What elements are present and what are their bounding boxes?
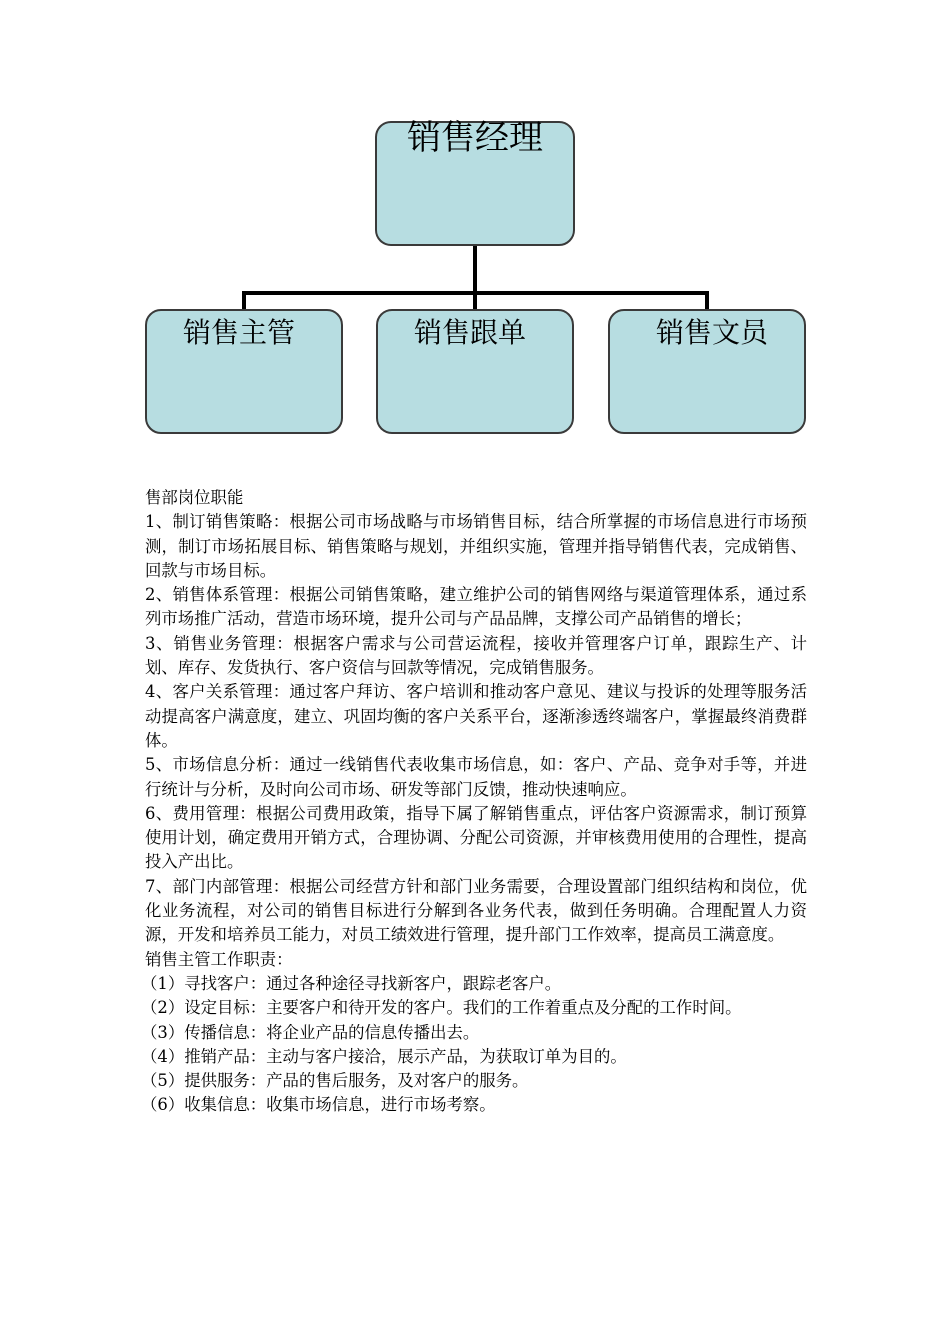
section-title: 售部岗位职能 (145, 488, 244, 507)
org-node-sales-follow-up (376, 309, 574, 434)
duty-paragraph: 2、销售体系管理：根据公司销售策略，建立维护公司的销售网络与渠道管理体系，通过系列市场推广活动，营造市场环境，提升公司与产品品牌，支撑公司产品销售的增长； (145, 585, 807, 629)
org-node-label: 销售文员 (655, 316, 768, 349)
duty-paragraph: 7、部门内部管理：根据公司经营方针和部门业务需要，合理设置部门组织结构和岗位，优化业务流程，对公司的销售目标进行分解到各业务代表，做到任务明确。合理配置人力资源，开发和培养员工能力，对员工绩效进行管理，提升部门工作效率，提高员工满意度。 (145, 876, 807, 945)
org-node-label: 销售跟单 (413, 316, 526, 349)
supervisor-duty-item: （4）推销产品：主动与客户接洽，展示产品，为获取订单为目的。 (141, 1046, 627, 1066)
supervisor-duty-item: （1）寻找客户：通过各种途径寻找新客户，跟踪老客户。 (141, 973, 562, 993)
org-chart (0, 0, 950, 450)
connector-main-vertical (473, 246, 477, 294)
document-body (141, 486, 807, 1118)
connector-left-drop (242, 291, 246, 309)
duty-paragraph: 6、费用管理：根据公司费用政策，指导下属了解销售重点，评估客户资源需求，制订预算使用计划，确定费用开销方式，合理协调、分配公司资源，并审核费用使用的合理性，提高投入产出比。 (145, 803, 807, 872)
supervisor-duty-item: （5）提供服务：产品的售后服务，及对客户的服务。 (141, 1071, 529, 1091)
duty-paragraph: 1、制订销售策略：根据公司市场战略与市场销售目标，结合所掌握的市场信息进行市场预测，制订市场拓展目标、销售策略与规划，并组织实施，管理并指导销售代表，完成销售、回款与市场目标。 (145, 512, 807, 580)
org-node-label: 销售经理 (407, 118, 543, 158)
supervisor-duty-item: （6）收集信息：收集市场信息，进行市场考察。 (141, 1095, 496, 1115)
connector-right-drop (705, 291, 709, 309)
duty-paragraph: 3、销售业务管理：根据客户需求与公司营运流程，接收并管理客户订单，跟踪生产、计划、库存、发货执行、客户资信与回款等情况，完成销售服务。 (145, 633, 807, 678)
supervisor-duty-item: （2）设定目标：主要客户和待开发的客户。我们的工作着重点及分配的工作时间。 (141, 998, 742, 1018)
supervisor-section-title: 销售主管工作职责： (145, 949, 293, 969)
org-node-sales-clerk (608, 309, 806, 434)
duty-paragraph: 4、客户关系管理：通过客户拜访、客户培训和推动客户意见、建议与投诉的处理等服务活动提高客户满意度，建立、巩固均衡的客户关系平台，逐渐渗透终端客户，掌握最终消费群体。 (145, 682, 807, 750)
org-node-sales-manager (375, 118, 575, 246)
duty-paragraph: 5、市场信息分析：通过一线销售代表收集市场信息，如：客户、产品、竞争对手等，并进行统计与分析，及时向公司市场、研发等部门反馈，推动快速响应。 (145, 755, 807, 799)
org-node-sales-supervisor (145, 309, 343, 434)
connector-middle-drop (473, 291, 477, 309)
org-node-label: 销售主管 (182, 316, 295, 349)
supervisor-duty-item: （3）传播信息：将企业产品的信息传播出去。 (141, 1022, 480, 1042)
